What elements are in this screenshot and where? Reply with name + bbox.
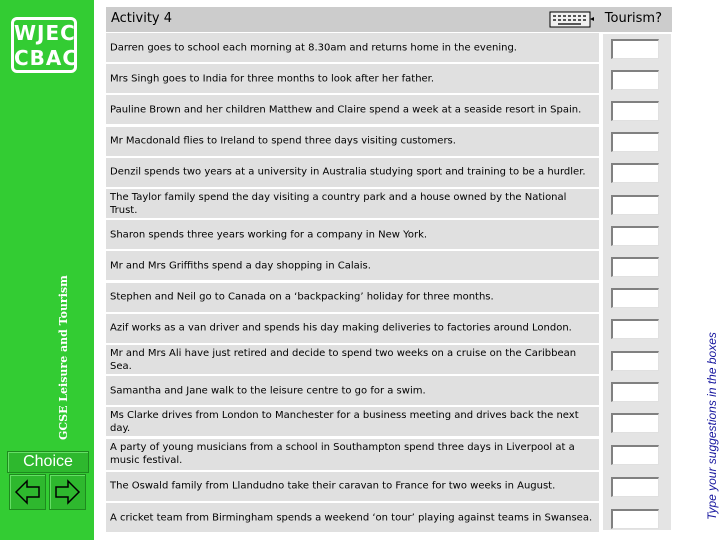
tourism-answer-box[interactable] <box>611 382 659 402</box>
tourism-answer-box[interactable] <box>611 257 659 277</box>
scenario-text: Mr and Mrs Ali have just retired and decide to spend two weeks on a cruise on the Caribbean Sea. <box>110 347 577 372</box>
wjec-logo <box>11 17 77 73</box>
scenario-row <box>106 439 599 470</box>
scenario-text: Mrs Singh goes to India for three months to look after her father. <box>110 73 435 85</box>
scenario-row <box>106 345 599 374</box>
scenario-text: A party of young musicians from a school in Southampton spend three days in Liverpool at a music festival. <box>110 442 575 467</box>
next-button[interactable] <box>49 474 86 510</box>
logo-line-2: CBAC <box>14 46 79 70</box>
side-instruction: Type your suggestions in the boxes <box>705 332 719 520</box>
tourism-answer-box[interactable] <box>611 319 659 339</box>
scenario-text: Stephen and Neil go to Canada on a ‘backpacking’ holiday for three months. <box>110 291 494 303</box>
tourism-answer-box[interactable] <box>611 288 659 308</box>
logo-line-1: WJEC <box>14 21 76 45</box>
tourism-answer-box[interactable] <box>611 445 659 465</box>
tourism-answer-box[interactable] <box>611 195 659 215</box>
scenario-text: Azif works as a van driver and spends his day making deliveries to factories around London. <box>110 322 572 334</box>
tourism-answer-box[interactable] <box>611 477 659 497</box>
activity-header <box>106 7 672 32</box>
scenario-text: Ms Clarke drives from London to Manchester for a business meeting and drives back the next day. <box>110 409 579 434</box>
keyboard-icon <box>549 9 595 29</box>
tourism-answer-box[interactable] <box>611 70 659 90</box>
sidebar <box>0 0 94 540</box>
scenario-text: Mr and Mrs Griffiths spend a day shopping in Calais. <box>110 260 371 272</box>
scenario-row <box>106 127 599 156</box>
scenario-text: Darren goes to school each morning at 8.30am and returns home in the evening. <box>110 42 517 53</box>
tourism-answer-box[interactable] <box>611 101 659 121</box>
choice-button[interactable]: Choice <box>7 451 89 473</box>
course-title: GCSE Leisure and Tourism <box>57 275 70 440</box>
scenario-row <box>106 189 599 218</box>
tourism-answer-box[interactable] <box>611 226 659 246</box>
scenario-row <box>106 33 599 62</box>
scenario-row <box>106 158 599 187</box>
scenario-row <box>106 503 599 532</box>
tourism-column-label: Tourism? <box>604 11 662 26</box>
tourism-answer-box[interactable] <box>611 163 659 183</box>
tourism-answer-box[interactable] <box>611 509 659 529</box>
tourism-answer-box[interactable] <box>611 132 659 152</box>
tourism-answer-box[interactable] <box>611 413 659 433</box>
scenario-row <box>106 95 599 124</box>
scenario-row <box>106 251 599 280</box>
scenario-text: A cricket team from Birmingham spends a weekend ‘on tour’ playing against teams in Swansea. <box>110 512 593 523</box>
scenario-text: Pauline Brown and her children Matthew and Claire spend a week at a seaside resort in Spain. <box>110 104 582 116</box>
scenario-row <box>106 64 599 93</box>
tourism-answer-box[interactable] <box>611 351 659 371</box>
scenario-row <box>106 376 599 405</box>
scenario-row <box>106 283 599 312</box>
scenario-row <box>106 220 599 249</box>
tourism-answer-box[interactable] <box>611 39 659 59</box>
scenario-row <box>106 472 599 501</box>
scenario-text: Denzil spends two years at a university in Australia studying sport and training to be a hurdler. <box>110 166 586 178</box>
scenario-text: The Oswald family from Llandudno take their caravan to France for two weeks in August. <box>110 480 556 492</box>
scenario-row <box>106 407 599 436</box>
activity-title: Activity 4 <box>111 11 173 26</box>
previous-button[interactable] <box>9 474 46 510</box>
scenario-text: The Taylor family spend the day visiting a country park and a house owned by the National Trust. <box>110 191 567 216</box>
scenario-row <box>106 314 599 343</box>
scenario-text: Mr Macdonald flies to Ireland to spend three days visiting customers. <box>110 135 456 147</box>
left-arrow-icon <box>10 475 45 509</box>
scenario-text: Samantha and Jane walk to the leisure centre to go for a swim. <box>110 385 426 397</box>
scenario-text: Sharon spends three years working for a company in New York. <box>110 229 428 241</box>
right-arrow-icon <box>50 475 85 509</box>
